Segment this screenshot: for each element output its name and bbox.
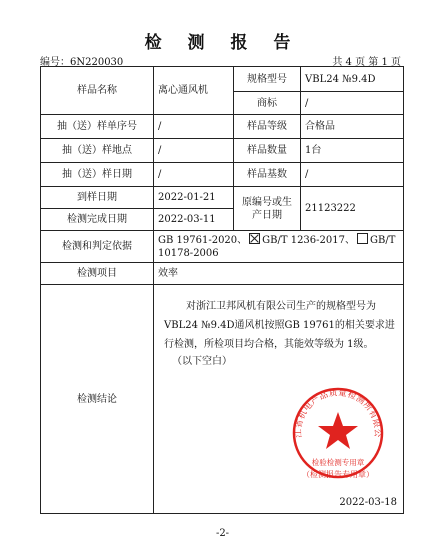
page-footer: -2- — [215, 528, 230, 539]
value-sample-name: 离心通风机 — [154, 67, 234, 115]
value-basis — [154, 231, 404, 263]
blank-below-note: （以下空白） — [172, 356, 232, 367]
report-number: 编号：6N220030 — [40, 57, 124, 68]
conclusion-cell — [154, 285, 404, 514]
standard-gbt1236: GB/T 1236-2017、 — [262, 235, 355, 246]
value-serial: 21123222 — [301, 187, 404, 231]
label-place: 抽（送）样地点 — [41, 139, 154, 163]
value-quantity: 1台 — [301, 139, 404, 163]
standard-gb19761: GB 19761-2020、 — [158, 235, 248, 246]
svg-text:（检测报告专用章）: （检测报告专用章） — [302, 470, 374, 479]
standard-gbt10178: GB/T 10178-2006 — [158, 235, 396, 259]
svg-text:检验检测专用章: 检验检测专用章 — [311, 458, 365, 467]
label-basis: 检测和判定依据 — [41, 231, 154, 263]
label-finish: 检测完成日期 — [41, 209, 154, 231]
value-grade: 合格品 — [301, 115, 404, 139]
label-model: 规格型号 — [234, 67, 301, 92]
value-items: 效率 — [154, 263, 404, 285]
conclusion-text: 对浙江卫邦风机有限公司生产的规格型号为 VBL24 №9.4D通风机按照GB 19761的相关要求进行检测，所检项目均合格，其能效等级为 1级。 — [164, 301, 395, 350]
value-order-no: / — [154, 115, 234, 139]
value-arrival: 2022-01-21 — [154, 187, 234, 209]
label-brand: 商标 — [234, 92, 301, 115]
report-table — [40, 66, 404, 514]
label-conclusion: 检测结论 — [41, 285, 154, 514]
value-model: VBL24 №9.4D — [301, 67, 404, 92]
value-date: / — [154, 163, 234, 187]
value-brand: / — [301, 92, 404, 115]
label-quantity: 样品数量 — [234, 139, 301, 163]
report-title: 检 测 报 告 — [144, 33, 301, 53]
conclusion-date: 2022-03-18 — [339, 497, 397, 508]
label-serial: 原编号或生产日期 — [234, 187, 301, 231]
svg-text:浙江省机电产品质量检测所有限公司: 江省机电产品质量检测所有限公 — [293, 388, 383, 438]
label-arrival: 到样日期 — [41, 187, 154, 209]
official-seal — [283, 381, 393, 491]
label-items: 检测项目 — [41, 263, 154, 285]
value-finish: 2022-03-11 — [154, 209, 234, 231]
checkbox-gbt10178 — [357, 233, 368, 244]
label-base: 样品基数 — [234, 163, 301, 187]
label-date: 抽（送）样日期 — [41, 163, 154, 187]
checkbox-gbt1236 — [249, 233, 260, 244]
value-place: / — [154, 139, 234, 163]
label-grade: 样品等级 — [234, 115, 301, 139]
label-sample-name: 样品名称 — [41, 67, 154, 115]
label-order-no: 抽（送）样单序号 — [41, 115, 154, 139]
value-base: / — [301, 163, 404, 187]
page-indicator: 共 4 页 第 1 页 — [332, 57, 401, 68]
